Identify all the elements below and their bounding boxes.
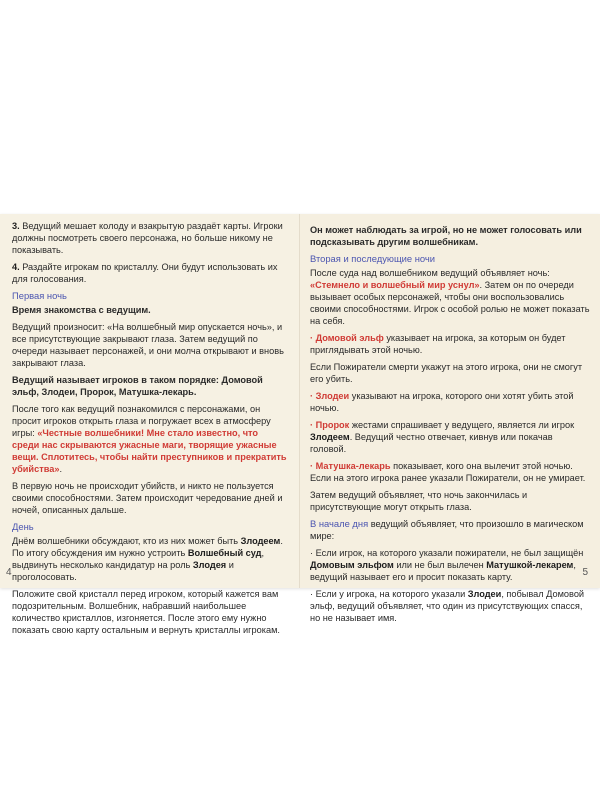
day-heading: День bbox=[12, 521, 34, 532]
page-number-left: 4 bbox=[6, 567, 12, 578]
host-says-paragraph: Ведущий произносит: «На волшебный мир опускается ночь», и все присутствующие закрывают глаза. Затем ведущий по очереди называет персонажей, и они молча открывают и вновь закрывают глаза. bbox=[12, 322, 284, 368]
day-paragraph-2: Положите свой кристалл перед игроком, который кажется вам подозрительным. Волшебник, набравший наибольшее количество кристаллов, изгоняется. После этого ему нужно показать свою карту остальным и вернуть кристаллы игрокам. bbox=[12, 589, 280, 635]
villains-paragraph: · Злодеи указывают на игрока, которого они хотят убить этой ночью. bbox=[310, 391, 574, 413]
day-paragraph-1: Днём волшебники обсуждают, кто из них может быть Злодеем. По итогу обсуждения им нужно устроить Волшебный суд, выдвинуть несколько кандидатур на роль Злодея и проголосовать. bbox=[12, 536, 283, 582]
elf-paragraph: · Домовой эльф указывает на игрока, за которым он будет приглядывать этой ночью. bbox=[310, 333, 566, 355]
step-3: 3. Ведущий мешает колоду и взакрытую раздаёт карты. Игроки должны посмотреть своего персонажа, но больше никому не показывать. bbox=[12, 221, 283, 255]
booklet-spread bbox=[0, 214, 600, 635]
day-start-paragraph: В начале дня ведущий объявляет, что произошло в магическом мире: bbox=[310, 518, 584, 541]
healer-paragraph: · Матушка-лекарь показывает, кого она вылечит этой ночью. Если на этого игрока ранее указали Пожиратели, он не умирает. bbox=[310, 461, 586, 483]
first-night-heading: Первая ночь bbox=[12, 290, 67, 301]
left-page bbox=[0, 214, 300, 635]
after-court-paragraph: После суда над волшебником ведущий объявляет ночь: «Стемнело и волшебный мир уснул». Затем он по очереди вызывает особых персонажей, чтобы они воспользовались своими способностями. Игрок с особой ролью не может показать на себя. bbox=[310, 268, 590, 326]
right-page bbox=[300, 214, 600, 623]
step-4: 4. Раздайте игрокам по кристаллу. Они будут использовать их для голосования. bbox=[12, 262, 278, 284]
watch-paragraph: Он может наблюдать за игрой, но не может голосовать или подсказывать другим волшебникам. bbox=[310, 225, 582, 247]
prophet-paragraph: · Пророк жестами спрашивает у ведущего, является ли игрок Злодеем. Ведущий честно отвечает, кивнув или покачав головой. bbox=[310, 420, 575, 454]
night-end-paragraph: Затем ведущий объявляет, что ночь закончилась и присутствующие могут открыть глаза. bbox=[310, 490, 528, 512]
case-2-paragraph: · Если у игрока, на которого указали Злодеи, побывал Домовой эльф, ведущий объявляет, что один из присутствующих спасся, но не называет имя. bbox=[310, 589, 585, 623]
page-number-right: 5 bbox=[582, 567, 588, 578]
meeting-title: Время знакомства с ведущим. bbox=[12, 305, 151, 315]
order-paragraph: Ведущий называет игроков в таком порядке: Домовой эльф, Злодеи, Пророк, Матушка-лекарь. bbox=[12, 375, 263, 397]
second-night-heading: Вторая и последующие ночи bbox=[310, 253, 436, 264]
atmosphere-paragraph: После того как ведущий познакомился с персонажами, он просит игроков открыть глаза и погружает всех в атмосферу игры: «Честные волшебники! Мне стало известно, что среди нас скрываются ужасные маги, творящие ужасные вещи. Сплотитесь, чтобы найти преступников и прекратить убийства». bbox=[12, 404, 287, 474]
case-1-paragraph: · Если игрок, на которого указали пожиратели, не был защищён Домовым эльфом или не был вылечен Матушкой-лекарем, ведущий называет его и просит показать карту. bbox=[310, 548, 584, 582]
elf-note: Если Пожиратели смерти укажут на этого игрока, они не смогут его убить. bbox=[310, 362, 583, 384]
first-night-note: В первую ночь не происходит убийств, и никто не пользуется своими способностями. Затем происходит чередование дней и ночей, описанных дальше. bbox=[12, 481, 283, 515]
red-quote: «Честные волшебники! Мне стало известно, что среди нас скрываются ужасные маги, творящие ужасные вещи. Сплотитесь, чтобы найти преступников и прекратить убийства» bbox=[12, 428, 287, 474]
